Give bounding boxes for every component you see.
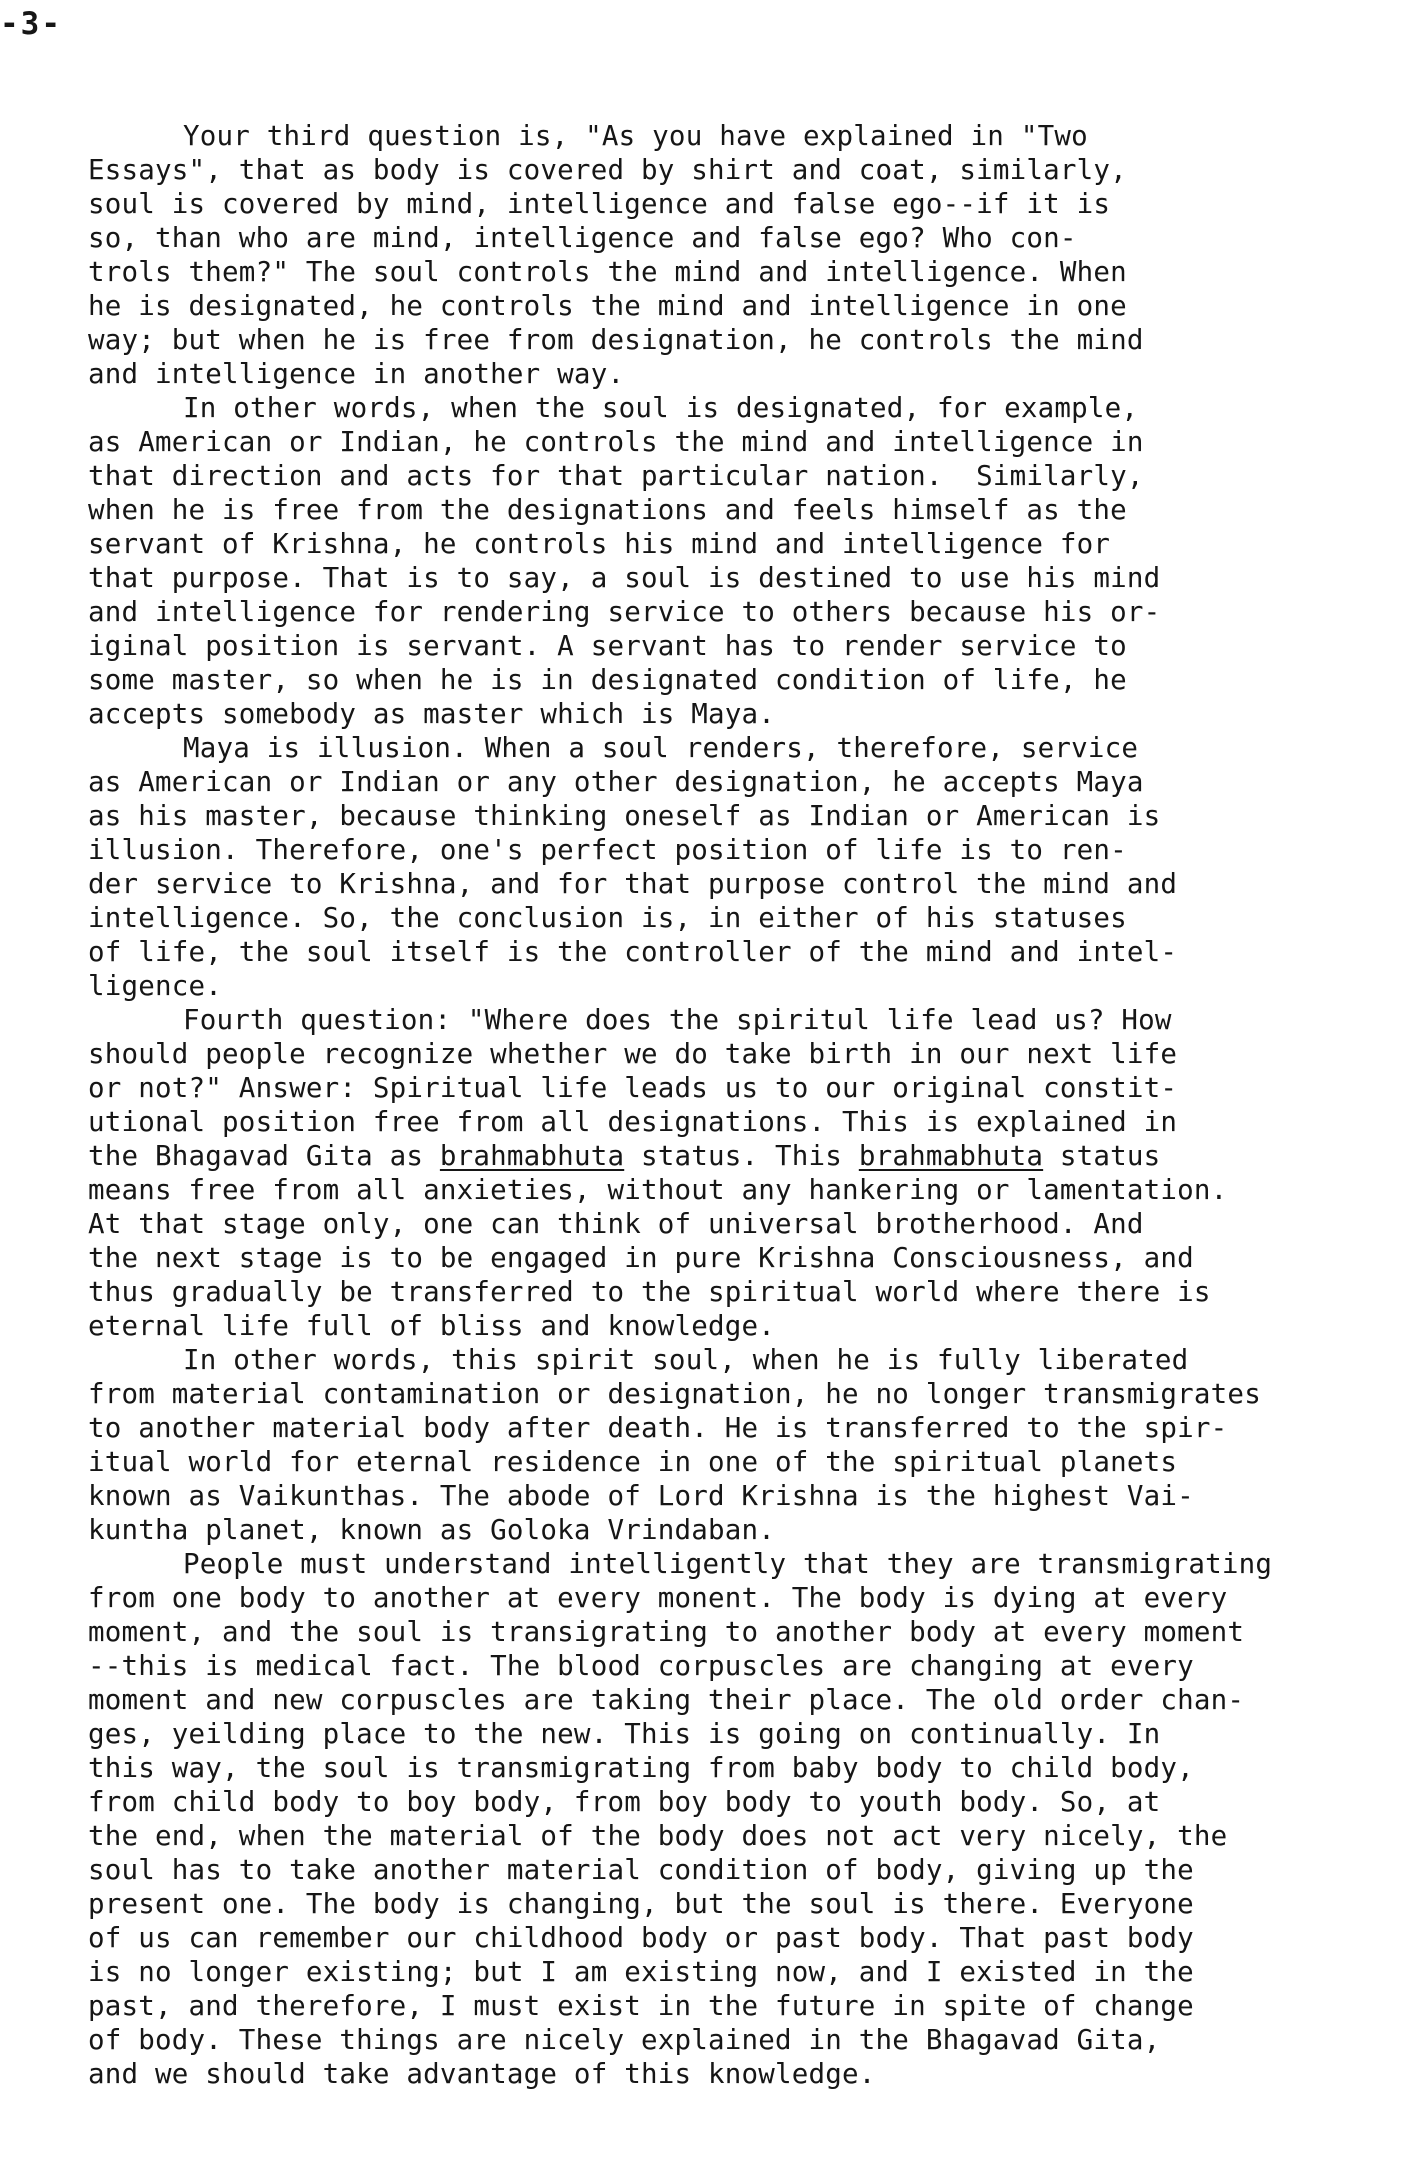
text-line <box>88 323 1144 357</box>
text-line <box>88 255 1127 289</box>
text-run: iginal position is servant. A servant has to render service to <box>88 630 1127 662</box>
text-run: Essays", that as body is covered by shirt and coat, similarly, <box>88 154 1127 186</box>
text-run: of us can remember our childhood body or past body. That past body <box>88 1922 1194 1954</box>
text-line <box>88 1989 1194 2023</box>
text-line <box>88 595 1160 629</box>
text-line <box>183 1343 1188 1377</box>
text-line <box>88 1955 1194 1989</box>
text-run: as American or Indian or any other designation, he accepts Maya <box>88 766 1144 798</box>
text-line <box>183 731 1138 765</box>
text-run: eternal life full of bliss and knowledge. <box>88 1310 776 1342</box>
text-line <box>88 697 775 731</box>
text-run: and intelligence in another way. <box>88 358 625 390</box>
text-run: trols them?" The soul controls the mind and intelligence. When <box>88 256 1127 288</box>
text-line <box>88 1581 1227 1615</box>
text-line <box>88 1207 1144 1241</box>
text-run: of body. These things are nicely explained in the Bhagavad Gita, <box>88 2024 1161 2056</box>
text-run: present one. The body is changing, but the soul is there. Everyone <box>88 1888 1194 1920</box>
text-run: known as Vaikunthas. The abode of Lord Krishna is the highest Vai- <box>88 1480 1194 1512</box>
text-line <box>88 493 1127 527</box>
text-line <box>88 153 1127 187</box>
text-run: that direction and acts for that particular nation. Similarly, <box>88 460 1144 492</box>
text-line <box>88 1139 1160 1173</box>
text-line <box>88 867 1177 901</box>
text-line <box>88 1921 1194 1955</box>
text-run: status. This <box>624 1140 859 1172</box>
text-line <box>88 459 1144 493</box>
text-run: that purpose. That is to say, a soul is destined to use his mind <box>88 562 1161 594</box>
text-run: Fourth question: "Where does the spiritul life lead us? How <box>183 1004 1172 1036</box>
text-run: moment and new corpuscles are taking their place. The old order chan- <box>88 1684 1245 1716</box>
text-run: some master, so when he is in designated condition of life, he <box>88 664 1127 696</box>
text-run: servant of Krishna, he controls his mind and intelligence for <box>88 528 1111 560</box>
text-run: status <box>1043 1140 1161 1172</box>
underlined-term: brahmabhuta <box>858 1140 1044 1172</box>
text-run: the next stage is to be engaged in pure Krishna Consciousness, and <box>88 1242 1194 1274</box>
text-line <box>183 119 1088 153</box>
text-line <box>88 663 1127 697</box>
text-line <box>183 1547 1272 1581</box>
text-line <box>88 799 1160 833</box>
text-line <box>88 221 1077 255</box>
text-line <box>88 1819 1227 1853</box>
text-line <box>88 289 1127 323</box>
text-line <box>88 1241 1194 1275</box>
text-run: soul has to take another material condition of body, giving up the <box>88 1854 1194 1886</box>
text-line <box>88 1377 1261 1411</box>
text-run: moment, and the soul is transigrating to another body at every moment <box>88 1616 1245 1648</box>
text-run: or not?" Answer: Spiritual life leads us to our original constit- <box>88 1072 1178 1104</box>
text-line <box>88 1513 775 1547</box>
page-number: -3- <box>0 6 62 42</box>
text-run: People must understand intelligently that they are transmigrating <box>183 1548 1273 1580</box>
text-line <box>88 527 1110 561</box>
text-line <box>88 1853 1194 1887</box>
text-run: he is designated, he controls the mind and intelligence in one <box>88 290 1127 322</box>
text-run: should people recognize whether we do take birth in our next life <box>88 1038 1178 1070</box>
text-line <box>183 1003 1172 1037</box>
text-run: thus gradually be transferred to the spiritual world where there is <box>88 1276 1211 1308</box>
text-run: the end, when the material of the body does not act very nicely, the <box>88 1820 1228 1852</box>
text-run: of life, the soul itself is the controller of the mind and intel- <box>88 936 1178 968</box>
text-line <box>88 187 1110 221</box>
text-run: At that stage only, one can think of universal brotherhood. And <box>88 1208 1144 1240</box>
text-line <box>88 2057 876 2091</box>
text-line <box>88 1887 1194 1921</box>
text-line <box>88 357 624 391</box>
text-line <box>88 1173 1227 1207</box>
text-line <box>88 833 1127 867</box>
text-run: from one body to another at every monent. The body is dying at every <box>88 1582 1228 1614</box>
text-run: from child body to boy body, from boy body to youth body. So, at <box>88 1786 1161 1818</box>
text-line <box>88 1411 1227 1445</box>
text-line <box>88 765 1144 799</box>
text-run: intelligence. So, the conclusion is, in either of his statuses <box>88 902 1127 934</box>
text-run: In other words, when the soul is designated, for example, <box>183 392 1139 424</box>
text-line <box>88 1105 1177 1139</box>
text-line <box>88 901 1127 935</box>
text-run: and intelligence for rendering service to others because his or- <box>88 596 1161 628</box>
text-run: as American or Indian, he controls the mind and intelligence in <box>88 426 1144 458</box>
text-run: der service to Krishna, and for that purpose control the mind and <box>88 868 1178 900</box>
text-run: Your third question is, "As you have explained in "Two <box>183 120 1088 152</box>
text-run: In other words, this spirit soul, when he is fully liberated <box>183 1344 1189 1376</box>
text-run: illusion. Therefore, one's perfect position of life is to ren- <box>88 834 1127 866</box>
text-line <box>88 1037 1177 1071</box>
text-run: Maya is illusion. When a soul renders, therefore, service <box>183 732 1139 764</box>
text-run: as his master, because thinking oneself as Indian or American is <box>88 800 1161 832</box>
text-line <box>88 1309 775 1343</box>
text-line <box>88 1275 1211 1309</box>
text-run: and we should take advantage of this knowledge. <box>88 2058 876 2090</box>
text-run: utional position free from all designations. This is explained in <box>88 1106 1178 1138</box>
text-line <box>88 1479 1194 1513</box>
text-run: means free from all anxieties, without any hankering or lamentation. <box>88 1174 1228 1206</box>
text-line <box>88 935 1177 969</box>
text-line <box>88 629 1127 663</box>
text-line <box>88 1717 1160 1751</box>
text-run: when he is free from the designations and feels himself as the <box>88 494 1127 526</box>
text-run: soul is covered by mind, intelligence and false ego--if it is <box>88 188 1111 220</box>
text-line <box>88 1071 1177 1105</box>
text-line <box>88 1649 1194 1683</box>
text-line <box>88 1615 1244 1649</box>
text-line <box>88 1785 1160 1819</box>
text-run: accepts somebody as master which is Maya. <box>88 698 776 730</box>
text-run: --this is medical fact. The blood corpuscles are changing at every <box>88 1650 1194 1682</box>
text-run: way; but when he is free from designation, he controls the mind <box>88 324 1144 356</box>
text-line <box>88 1683 1244 1717</box>
text-run: to another material body after death. He is transferred to the spir- <box>88 1412 1228 1444</box>
text-run: kuntha planet, known as Goloka Vrindaban. <box>88 1514 776 1546</box>
text-run: past, and therefore, I must exist in the future in spite of change <box>88 1990 1194 2022</box>
text-line <box>88 561 1160 595</box>
text-run: the Bhagavad Gita as <box>88 1140 440 1172</box>
text-line <box>88 1751 1194 1785</box>
text-line <box>88 425 1144 459</box>
text-line <box>88 1445 1177 1479</box>
text-line <box>88 969 222 1003</box>
underlined-term: brahmabhuta <box>439 1140 625 1172</box>
text-run: from material contamination or designation, he no longer transmigrates <box>88 1378 1261 1410</box>
text-line <box>183 391 1138 425</box>
text-run: so, than who are mind, intelligence and false ego? Who con- <box>88 222 1077 254</box>
text-line <box>88 2023 1160 2057</box>
text-run: this way, the soul is transmigrating from baby body to child body, <box>88 1752 1194 1784</box>
text-run: ges, yeilding place to the new. This is going on continually. In <box>88 1718 1161 1750</box>
text-run: itual world for eternal residence in one of the spiritual planets <box>88 1446 1178 1478</box>
text-run: ligence. <box>88 970 223 1002</box>
text-run: is no longer existing; but I am existing now, and I existed in the <box>88 1956 1194 1988</box>
